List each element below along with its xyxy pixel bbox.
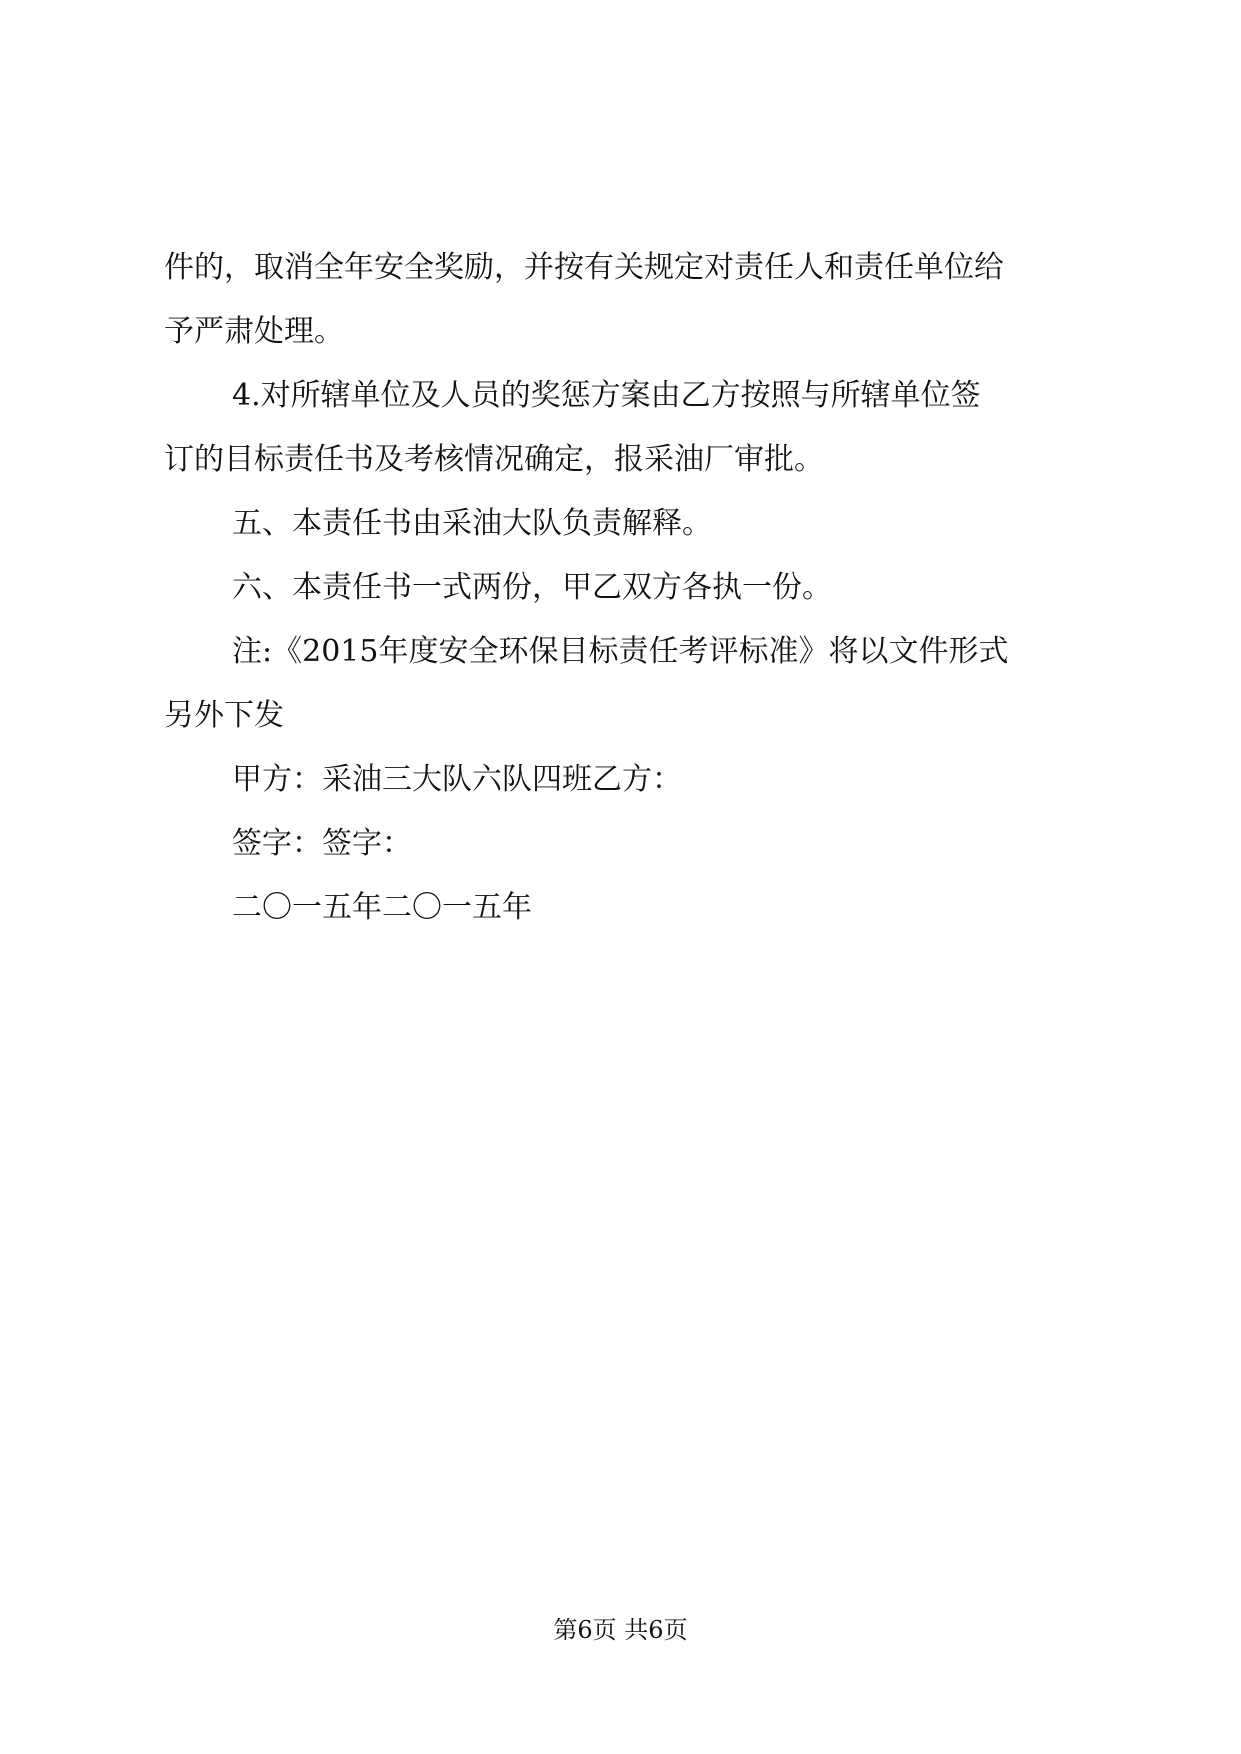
paragraph-line: 另外下发 (164, 698, 284, 733)
paragraph-line: 六、本责任书一式两份，甲乙双方各执一份。 (232, 570, 832, 605)
signature-party-line: 甲方：采油三大队六队四班乙方： (232, 762, 682, 797)
date-line: 二〇一五年二〇一五年 (232, 890, 532, 925)
paragraph-line: 五、本责任书由采油大队负责解释。 (232, 506, 712, 541)
paragraph-line: 注:《2015年度安全环保目标责任考评标准》将以文件形式 (232, 634, 1009, 669)
paragraph-line: 4.对所辖单位及人员的奖惩方案由乙方按照与所辖单位签 (232, 378, 981, 413)
paragraph-line: 件的，取消全年安全奖励，并按有关规定对责任人和责任单位给 (164, 250, 1004, 285)
signature-line: 签字：签字： (232, 826, 412, 861)
paragraph-line: 订的目标责任书及考核情况确定，报采油厂审批。 (164, 442, 824, 477)
paragraph-line: 予严肃处理。 (164, 314, 344, 349)
document-body (164, 236, 1084, 940)
page-number-footer: 第6页 共6页 (553, 1616, 688, 1644)
